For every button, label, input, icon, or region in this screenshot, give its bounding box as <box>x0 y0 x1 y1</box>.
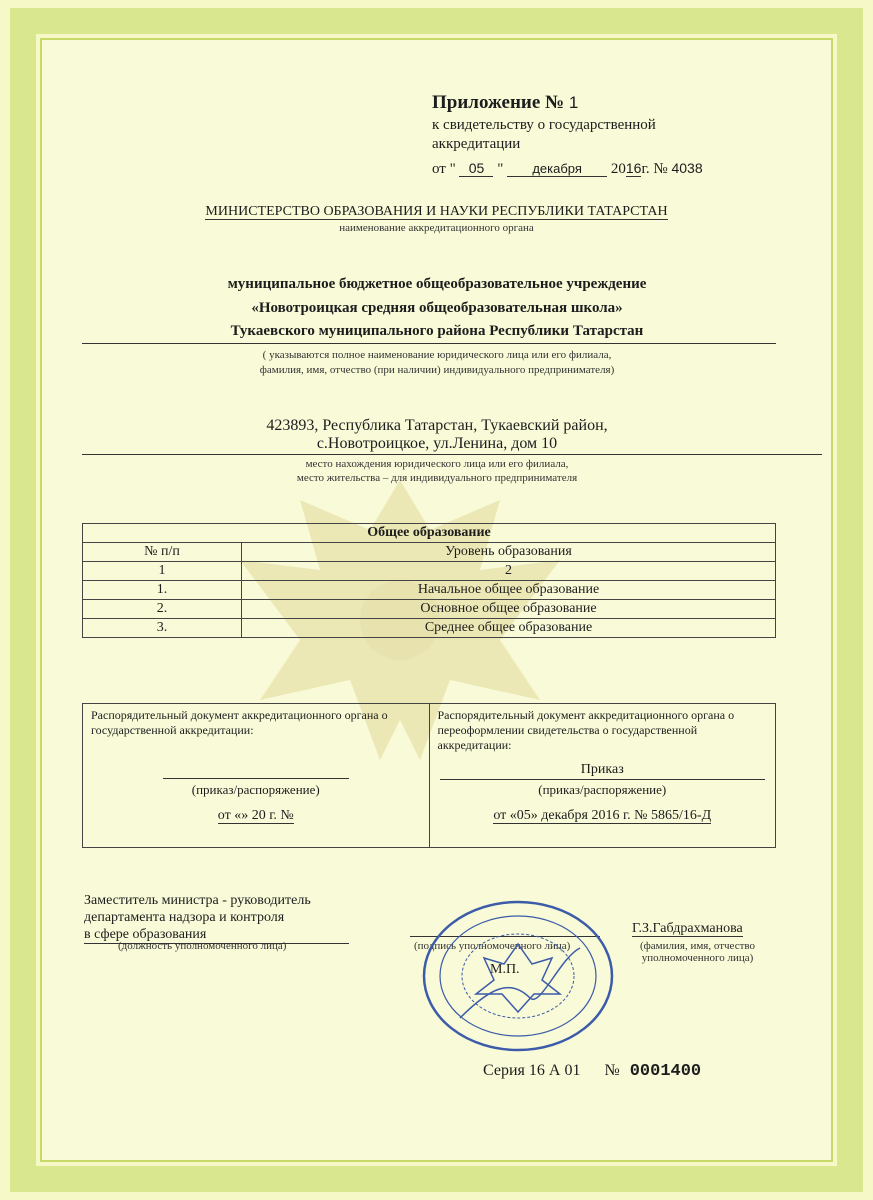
date-year-prefix: 20 <box>610 161 626 177</box>
document-right-type: Приказ <box>580 762 624 777</box>
document-right-cell <box>429 704 776 848</box>
column-header-level: Уровень образования <box>242 543 776 562</box>
document-right-type-caption: (приказ/распоряжение) <box>538 782 667 797</box>
column-index-1: 1 <box>83 562 242 581</box>
document-right-text: Распорядительный документ аккредитационного органа о переоформлении свидетельства о государственной аккредитации: <box>437 708 735 752</box>
address-underline <box>82 454 822 455</box>
position-line3: в сфере образования <box>84 926 349 944</box>
name-caption1: (фамилия, имя, отчество <box>640 940 756 952</box>
document-left-type-line <box>163 778 349 779</box>
row-level: Среднее общее образование <box>242 619 776 638</box>
appendix-line1: к свидетельству о государственной <box>432 117 656 133</box>
table-row <box>83 581 776 600</box>
signature-caption: (подпись уполномоченного лица) <box>414 940 571 952</box>
series-number: 0001400 <box>629 1062 702 1081</box>
series-line <box>483 1062 701 1081</box>
row-number: 3. <box>83 619 242 638</box>
document-left-date-text: от «» 20 г. № <box>217 808 294 823</box>
date-close: " <box>497 161 504 177</box>
signatory-name-text: Г.З.Габдрахманова <box>632 921 743 936</box>
education-table <box>82 523 776 638</box>
school-line1: муниципальное бюджетное общеобразовательное учреждение <box>227 276 647 292</box>
school-line3: Тукаевского муниципального района Республики Татарстан <box>230 323 644 339</box>
certificate-number: 4038 <box>671 160 703 176</box>
column-index-2: 2 <box>242 562 776 581</box>
series-number-label: № <box>604 1062 620 1079</box>
name-caption <box>640 940 755 964</box>
table-row <box>83 619 776 638</box>
document-right-date-text: от «05» декабря 2016 г. № 5865/16-Д <box>493 808 712 823</box>
education-table-title: Общее образование <box>83 524 776 543</box>
document-left-type-caption: (приказ/распоряжение) <box>191 782 320 797</box>
school-underline <box>82 343 776 344</box>
document-right-type-line <box>440 779 766 780</box>
signatory-name <box>632 921 743 937</box>
ministry-name-text: МИНИСТЕРСТВО ОБРАЗОВАНИЯ И НАУКИ РЕСПУБЛИКИ ТАТАРСТАН <box>205 204 668 219</box>
ministry-caption: наименование аккредитационного органа <box>339 222 534 234</box>
address-line1: 423893, Республика Татарстан, Тукаевский район, <box>266 417 608 434</box>
document-left-cell <box>83 704 430 848</box>
date-prefix: от " <box>432 161 456 177</box>
appendix-date-line <box>432 160 703 178</box>
document-left-date <box>83 808 429 824</box>
row-number: 2. <box>83 600 242 619</box>
position-caption: (должность уполномоченного лица) <box>118 940 287 952</box>
signatory-position <box>84 892 349 944</box>
row-level: Начальное общее образование <box>242 581 776 600</box>
address-line2: с.Новотроицкое, ул.Ленина, дом 10 <box>316 435 558 452</box>
table-row <box>83 600 776 619</box>
appendix-line2: аккредитации <box>432 136 521 152</box>
name-caption2: уполномоченного лица) <box>641 952 754 964</box>
school-line2: «Новотроицкая средняя общеобразовательная школа» <box>251 300 623 316</box>
date-number-label: г. № <box>641 161 668 177</box>
document-right-date <box>430 808 776 824</box>
document-left-text: Распорядительный документ аккредитационного органа о государственной аккредитации: <box>91 708 388 737</box>
position-line1: Заместитель министра - руководитель <box>84 893 311 908</box>
address-caption2: место жительства – для индивидуального предпринимателя <box>296 472 578 484</box>
row-number: 1. <box>83 581 242 600</box>
date-day: 05 <box>459 160 493 177</box>
column-header-number: № п/п <box>83 543 242 562</box>
school-caption2: фамилия, имя, отчество (при наличии) индивидуального предпринимателя) <box>259 364 615 376</box>
date-year: 16 <box>625 160 642 176</box>
series-label: Серия 16 А 01 <box>483 1062 581 1079</box>
address-caption1: место нахождения юридического лица или его филиала, <box>305 458 569 470</box>
row-level: Основное общее образование <box>242 600 776 619</box>
seal-place-label: М.П. <box>490 962 520 977</box>
appendix-number: 1 <box>568 93 579 112</box>
appendix-title <box>432 92 578 114</box>
position-line2: департамента надзора и контроля <box>84 910 285 925</box>
ministry-name <box>100 204 773 220</box>
appendix-title-text: Приложение № <box>432 92 565 113</box>
documents-table <box>82 703 776 848</box>
school-caption1: ( указываются полное наименование юридического лица или его филиала, <box>262 349 612 361</box>
date-month: декабря <box>507 161 607 177</box>
